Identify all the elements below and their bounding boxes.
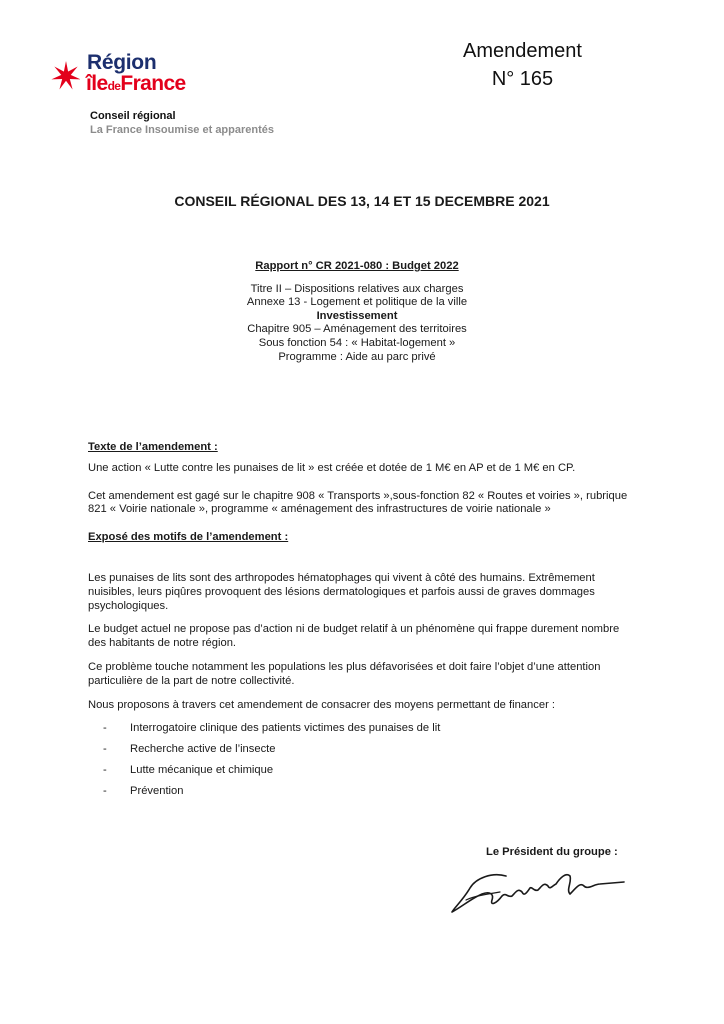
rapport-line: Titre II – Dispositions relatives aux charges [250,282,464,295]
logo-wordmark-region: Région [87,51,157,74]
list-item [88,764,636,785]
list-item [88,722,636,743]
list-item-text: Interrogatoire clinique des patients victimes des punaises de lit [130,722,441,735]
session-title: CONSEIL RÉGIONAL DES 13, 14 ET 15 DECEMBRE 2021 [174,193,550,209]
handwritten-signature [448,864,634,920]
logo-de: de [107,79,121,93]
amendment-label: Amendement [463,40,582,62]
rapport-line: Chapitre 905 – Aménagement des territoires [247,323,467,336]
list-item-text: Prévention [130,785,184,798]
motifs-heading: Exposé des motifs de l’amendement : [88,531,289,544]
list-item-text: Lutte mécanique et chimique [130,764,274,777]
motifs-paragraph: Nous proposons à travers cet amendement de consacrer des moyens permettant de financer : [88,698,556,711]
logo-france: France [120,72,186,95]
bullet-dash: - [103,764,107,777]
list-item [88,785,636,806]
rapport-lines [200,283,514,365]
motifs-paragraph: Le budget actuel ne propose pas d’action ni de budget relatif à un phénomène qui frappe durement nombre des habitants de notre région. [88,623,620,650]
amendment-number: N° 165 [491,68,554,90]
bullet-dash: - [103,785,107,798]
amendment-body [88,441,636,806]
rapport-line-section: Investissement [316,309,398,322]
list-item [88,743,636,764]
region-star-logo-icon [50,60,82,92]
logo-wordmark-iledefrance [86,73,186,97]
signature-label: Le Président du groupe : [486,846,618,858]
rapport-line: Programme : Aide au parc privé [278,350,436,363]
funding-list [88,722,636,806]
logo-ile: île [86,72,108,95]
rapport-line: Sous fonction 54 : « Habitat-logement » [258,336,456,349]
texte-paragraph: Cet amendement est gagé sur le chapitre 908 « Transports »,sous-fonction 82 « Routes et voiries », rubrique 821 « Voirie nationale », programme « aménagement des infrastructures de voirie nationale » [88,489,628,516]
bullet-dash: - [103,743,107,756]
motifs-paragraph: Ce problème touche notamment les populations les plus défavorisées et doit faire l’objet d’une attention particulière de la part de notre collectivité. [88,660,601,687]
texte-heading: Texte de l’amendement : [88,441,218,453]
motifs-paragraph: Les punaises de lits sont des arthropodes hématophages qui vivent à côté des humains. Extrêmement nuisibles, leurs piqûres provoquent des lésions dermatologiques et parfois aussi de graves dommages psychologiques. [88,571,595,612]
texte-paragraph: Une action « Lutte contre les punaises de lit » est créée et dotée de 1 M€ en AP et de 1 M€ en CP. [88,461,576,474]
list-item-text: Recherche active de l’insecte [130,743,276,756]
rapport-title: Rapport n° CR 2021-080 : Budget 2022 [255,260,459,272]
rapport-line: Annexe 13 - Logement et politique de la ville [246,296,468,309]
rapport-block [200,260,514,364]
group-name: La France Insoumise et apparentés [90,124,275,136]
bullet-dash: - [103,722,107,735]
org-name: Conseil régional [90,110,176,122]
